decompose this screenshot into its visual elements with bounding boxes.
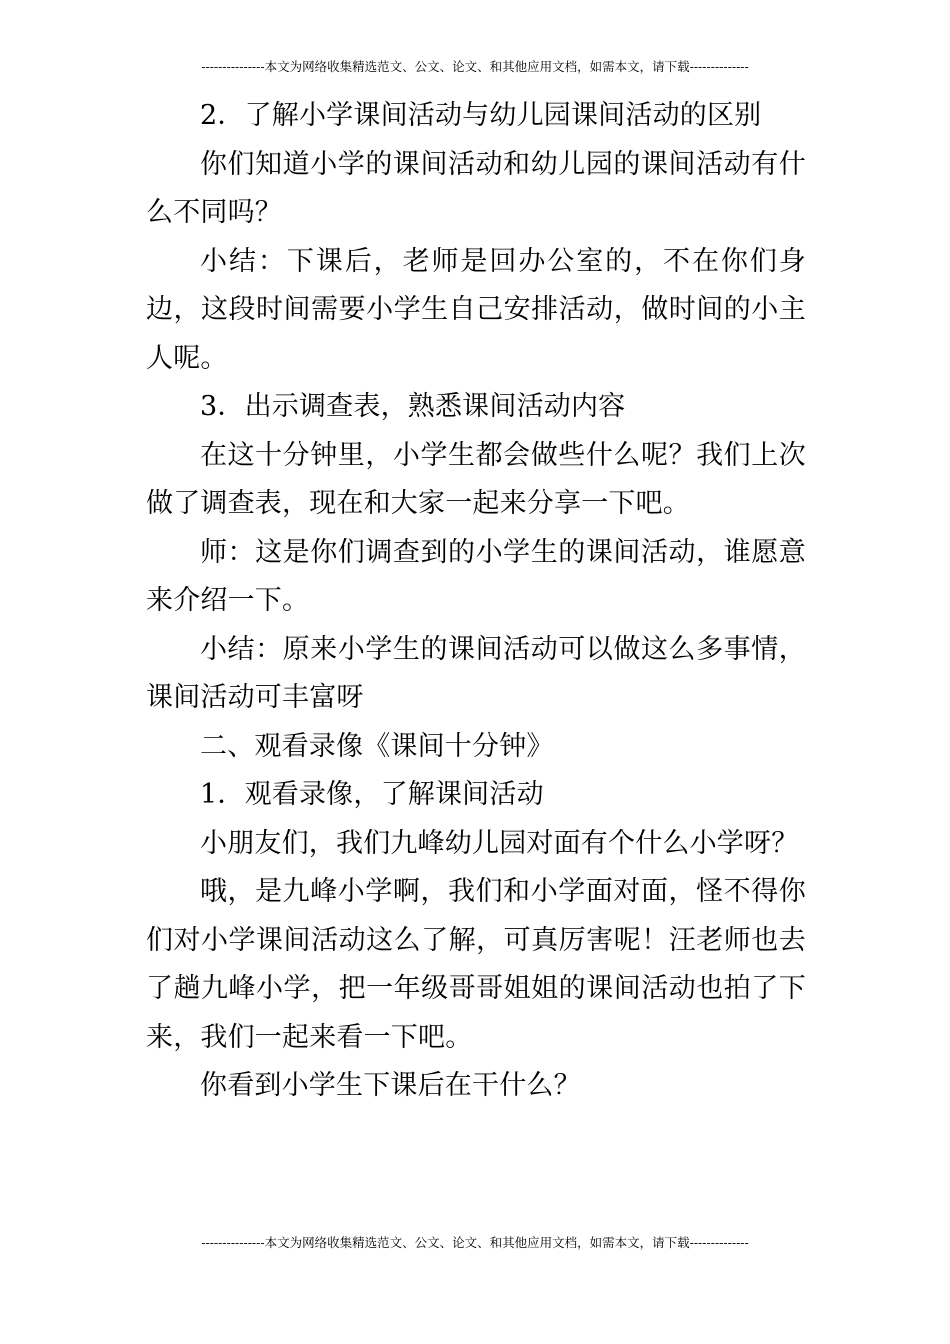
paragraph-8: 二、观看录像《课间十分钟》	[200, 730, 554, 762]
paragraph-4: 3．出示调查表，熟悉课间活动内容	[200, 391, 626, 422]
paragraph-7: 小结：原来小学生的课间活动可以做这么多事情，课间活动可丰富呀	[146, 633, 806, 713]
document-body	[146, 92, 806, 1111]
paragraph-12: 你看到小学生下课后在干什么？	[200, 1070, 581, 1101]
footer-banner: ---------------本文为网络收集精选范文、公文、论文、和其他应用文档，如需本文，请下载--------------	[201, 1235, 749, 1250]
paragraph-10: 小朋友们，我们九峰幼儿园对面有个什么小学呀？	[200, 827, 799, 859]
paragraph-9: 1．观看录像，了解课间活动	[200, 779, 544, 810]
paragraph-6: 师：这是你们调查到的小学生的课间活动，谁愿意来介绍一下。	[146, 536, 806, 616]
paragraph-1: 2．了解小学课间活动与幼儿园课间活动的区别	[200, 100, 762, 131]
paragraph-2: 你们知道小学的课间活动和幼儿园的课间活动有什么不同吗？	[146, 148, 806, 228]
paragraph-11: 哦，是九峰小学啊，我们和小学面对面，怪不得你们对小学课间活动这么了解，可真厉害呢！汪老师也去了趟九峰小学，把一年级哥哥姐姐的课间活动也拍了下来，我们一起来看一下吧。	[146, 876, 806, 1053]
paragraph-3: 小结：下课后，老师是回办公室的，不在你们身边，这段时间需要小学生自己安排活动，做时间的小主人呢。	[146, 245, 806, 374]
header-banner: ---------------本文为网络收集精选范文、公文、论文、和其他应用文档，如需本文，请下载--------------	[201, 59, 749, 74]
paragraph-5: 在这十分钟里，小学生都会做些什么呢？我们上次做了调查表，现在和大家一起来分享一下吧。	[146, 439, 806, 519]
